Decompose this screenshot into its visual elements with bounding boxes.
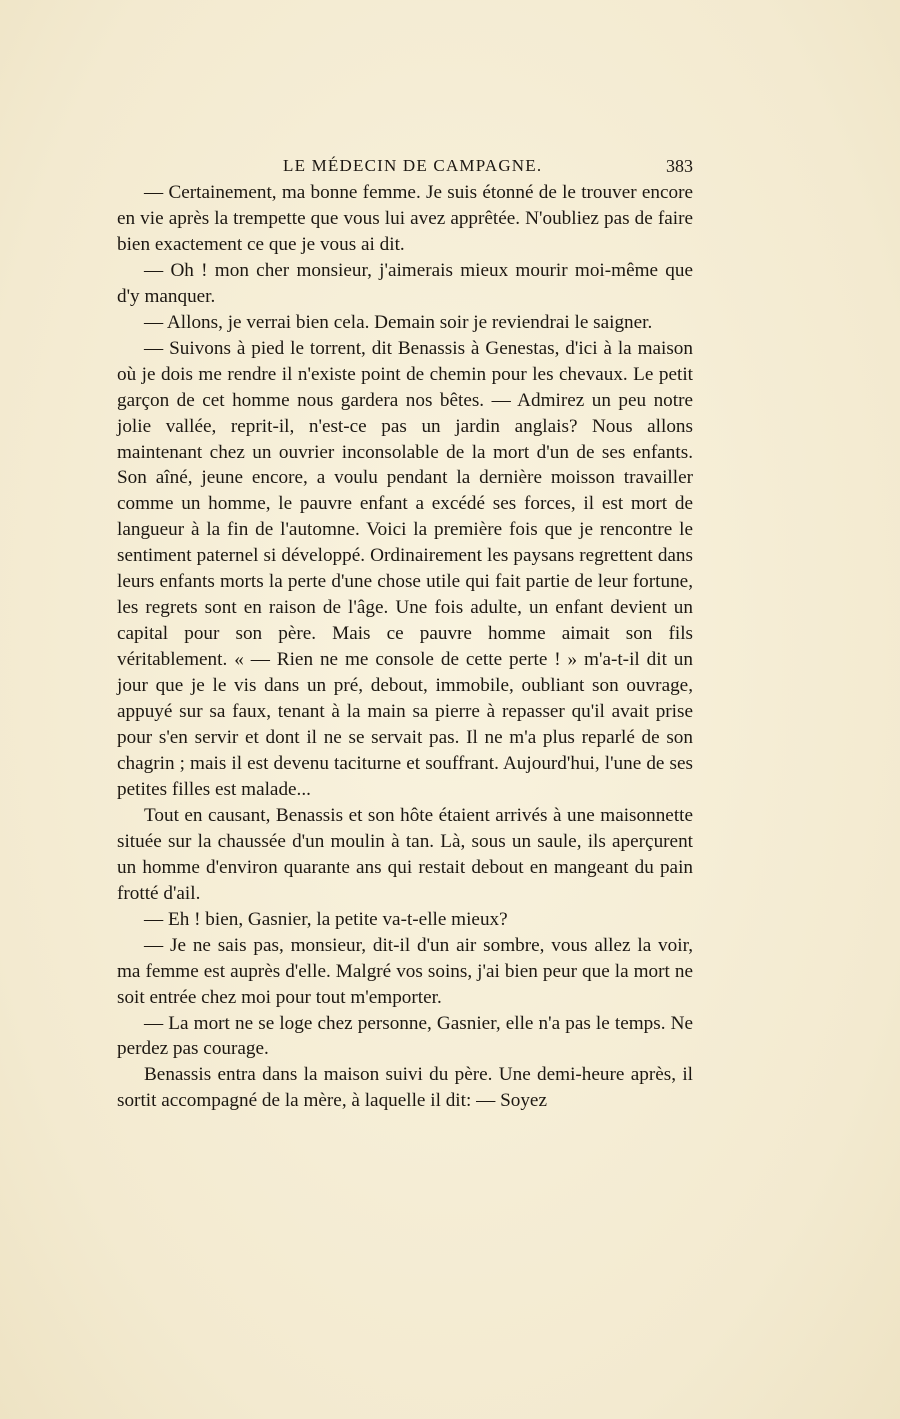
paragraph: Tout en causant, Benassis et son hôte étaient arrivés à une maisonnette située sur la chaussée d'un moulin à tan. Là, sous un saule, ils aperçurent un homme d'environ quarante ans qui restait debout en mangeant du pain frotté d'ail.	[117, 804, 693, 904]
paragraph: — Eh ! bien, Gasnier, la petite va-t-elle mieux?	[144, 908, 508, 930]
paragraph: — Suivons à pied le torrent, dit Benassis à Genestas, d'ici à la maison où je dois me rendre il n'existe point de chemin pour les chevaux. Le petit garçon de cet homme nous gardera nos bêtes. — Admirez un peu notre jolie vallée, reprit-il, n'est-ce pas un jardin anglais? Nous allons maintenant chez un ouvrier inconsolable de la mort d'un de ses enfants. Son aîné, jeune encore, a voulu pendant la dernière moisson travailler comme un homme, le pauvre enfant a excédé ses forces, il est mort de langueur à la fin de l'automne. Voici la première fois que je rencontre le sentiment paternel si développé. Ordinairement les paysans regrettent dans leurs enfants morts la perte d'une chose utile qui fait partie de leur fortune, les regrets sont en raison de l'âge. Une fois adulte, un enfant devient un capital pour son père. Mais ce pauvre homme aimait son fils véritablement. « — Rien ne me console de cette perte ! » m'a-t-il dit un jour que je le vis dans un pré, debout, immobile, oubliant son ouvrage, appuyé sur sa faux, tenant à la main sa pierre à repasser qu'il avait prise pour s'en servir et dont il ne se servait pas. Il ne m'a plus reparlé de son chagrin ; mais il est devenu taciturne et souffrant. Aujourd'hui, l'une de ses petites filles est malade...	[117, 337, 693, 800]
page-number: 383	[666, 156, 693, 176]
paragraph: — La mort ne se loge chez personne, Gasnier, elle n'a pas le temps. Ne perdez pas courage.	[117, 1012, 693, 1060]
body-text	[117, 180, 693, 1114]
paragraph: Benassis entra dans la maison suivi du père. Une demi-heure après, il sortit accompagné de la mère, à laquelle il dit: — Soyez	[117, 1064, 693, 1112]
paragraph: — Je ne sais pas, monsieur, dit-il d'un air sombre, vous allez la voir, ma femme est auprès d'elle. Malgré vos soins, j'ai bien peur que la mort ne soit entrée chez moi pour tout m'emporter.	[117, 934, 693, 1008]
running-title: LE MÉDECIN DE CAMPAGNE.	[283, 156, 543, 175]
paragraph: — Certainement, ma bonne femme. Je suis étonné de le trouver encore en vie après la trempette que vous lui avez apprêtée. N'oubliez pas de faire bien exactement ce que je vous ai dit.	[117, 182, 693, 255]
paragraph: — Oh ! mon cher monsieur, j'aimerais mieux mourir moi-même que d'y manquer.	[117, 259, 693, 307]
paragraph: — Allons, je verrai bien cela. Demain soir je reviendrai le saigner.	[144, 311, 653, 333]
